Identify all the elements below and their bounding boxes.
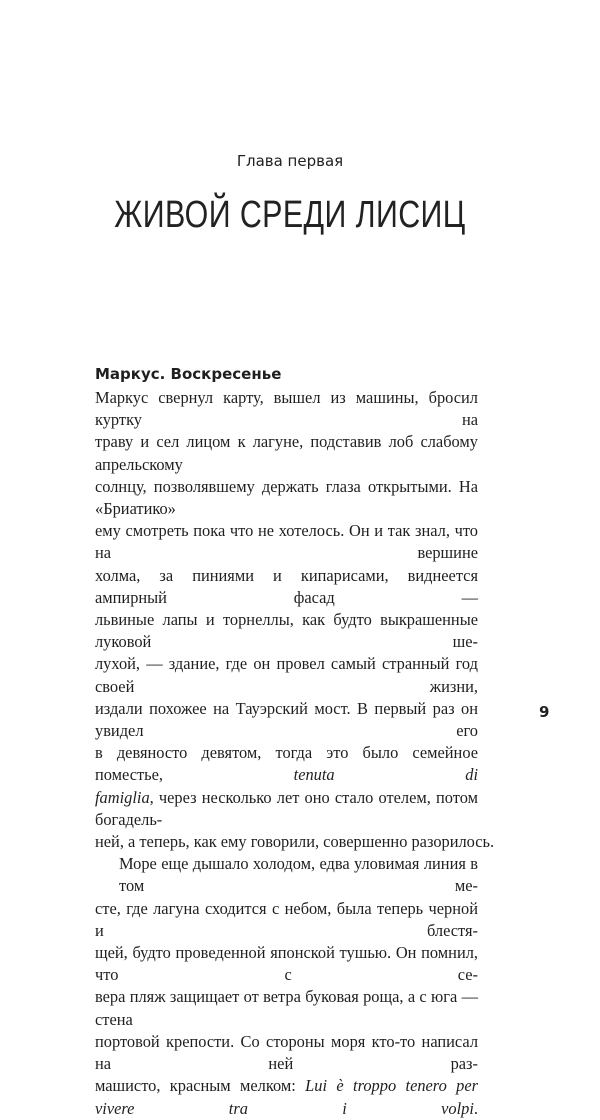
- text-line: щей, будто проведенной японской тушью. Он помнил, что с се-: [95, 943, 478, 985]
- text-line: [95, 742, 478, 786]
- text-line: солнцу, позволявшему держать глаза открытыми. На «Бриатико»: [95, 476, 478, 519]
- section-heading: Маркус. Воскресенье: [95, 365, 282, 383]
- text-line: издали похожее на Тауэрский мост. В первый раз он увидел его: [95, 698, 478, 741]
- text-line: Море еще дышало холодом, едва уловимая линия в том ме-: [119, 854, 478, 896]
- text-line: сте, где лагуна сходится с небом, была теперь черной и блестя-: [95, 898, 478, 940]
- text-line: холма, за пиниями и кипарисами, виднеется ампирный фасад —: [95, 565, 478, 607]
- text-line: портовой крепости. Со стороны моря кто-то написал на ней раз-: [95, 1031, 478, 1074]
- italic-segment: tenuta di: [293, 765, 478, 785]
- text-line: вера пляж защищает от ветра буковая роща, а с юга — стена: [95, 987, 478, 1029]
- text-line: лухой, — здание, где он провел самый странный год своей жизни,: [95, 654, 478, 696]
- text-segment: , через несколько лет оно стало отелем, потом богадель-: [95, 787, 478, 829]
- italic-segment: famiglia: [95, 787, 150, 807]
- text-segment: .: [473, 1098, 478, 1118]
- page-number: 9: [539, 703, 550, 721]
- text-line: [95, 1075, 478, 1119]
- body-text: [95, 387, 495, 1120]
- italic-segment: Lui è troppo tenero per vivere tra i volpi: [95, 1076, 478, 1118]
- text-line: [95, 787, 478, 831]
- text-segment: машисто, красным мелком:: [95, 1076, 306, 1096]
- text-line: львиные лапы и торнеллы, как будто выкрашенные луковой ше-: [95, 610, 478, 652]
- text-line: ней, а теперь, как ему говорили, совершенно разорилось.: [95, 832, 495, 852]
- text-line: ему смотреть пока что не хотелось. Он и так знал, что на вершине: [95, 521, 478, 563]
- text-line: Маркус свернул карту, вышел из машины, бросил куртку на: [95, 388, 478, 430]
- text-line: траву и сел лицом к лагуне, подставив лоб слабому апрельскому: [95, 432, 478, 474]
- chapter-label: Глава первая: [236, 152, 344, 170]
- chapter-title: ЖИВОЙ СРЕДИ ЛИСИЦ: [114, 194, 466, 236]
- text-segment: в девяносто девятом, тогда это было семейное поместье,: [95, 743, 478, 785]
